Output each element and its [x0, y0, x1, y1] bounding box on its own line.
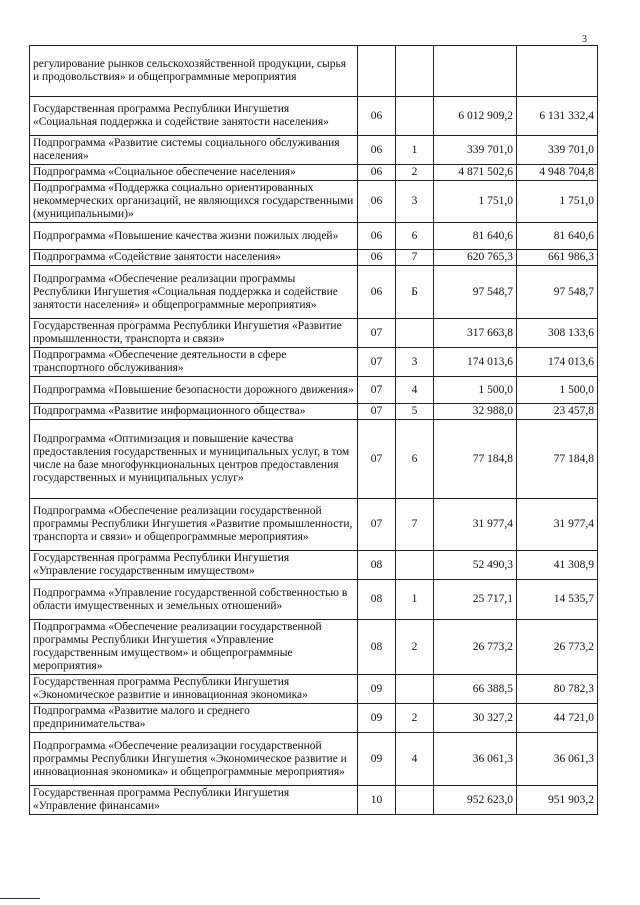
row-program-code-cell: 08 — [358, 620, 396, 675]
table-row — [30, 786, 598, 815]
row-name-cell: Подпрограмма «Управление государственной собственностью в области имущественных и земельных отношений» — [30, 580, 358, 620]
row-name-cell: Подпрограмма «Обеспечение реализации программы Республики Ингушетия «Социальная поддержка и содействие занятости населения» и общепрограммные мероприятия» — [30, 266, 358, 319]
table-row — [30, 266, 598, 319]
row-amount-1-cell: 31 977,4 — [434, 499, 517, 551]
row-subprogram-code-cell: 1 — [396, 136, 434, 165]
row-amount-2-cell: 339 701,0 — [517, 136, 598, 165]
row-name-cell: Подпрограмма «Обеспечение реализации государственной программы Республики Ингушетия «Управление государственным имуществом» и общепрограммные мероприятия» — [30, 620, 358, 675]
row-name-cell: Подпрограмма «Социальное обеспечение населения» — [30, 165, 358, 181]
row-program-code-cell: 06 — [358, 181, 396, 223]
row-subprogram-code-cell: 5 — [396, 404, 434, 420]
row-amount-1-cell: 4 871 502,6 — [434, 165, 517, 181]
row-amount-1-cell: 81 640,6 — [434, 223, 517, 250]
table-row — [30, 377, 598, 404]
row-amount-2-cell: 31 977,4 — [517, 499, 598, 551]
table-row — [30, 250, 598, 266]
row-name-cell: Государственная программа Республики Ингушетия «Экономическое развитие и инновационная экономика» — [30, 675, 358, 704]
row-name-cell: Государственная программа Республики Ингушетия «Развитие промышленности, транспорта и связи» — [30, 319, 358, 348]
page-number: 3 — [582, 34, 587, 45]
row-name-cell: Государственная программа Республики Ингушетия «Социальная поддержка и содействие занятости населения» — [30, 97, 358, 136]
row-name-cell: Подпрограмма «Оптимизация и повышение качества предоставления государственных и муниципальных услуг, в том числе на базе многофункциональных центров предоставления государственных и муниципальных услуг» — [30, 420, 358, 499]
row-program-code-cell: 10 — [358, 786, 396, 815]
row-name-cell: Подпрограмма «Обеспечение деятельности в сфере транспортного обслуживания» — [30, 348, 358, 377]
row-amount-2-cell: 41 308,9 — [517, 551, 598, 580]
row-name-cell: Государственная программа Республики Ингушетия «Управление государственным имуществом» — [30, 551, 358, 580]
row-program-code-cell: 08 — [358, 551, 396, 580]
row-amount-1-cell: 36 061,3 — [434, 733, 517, 786]
row-program-code-cell — [358, 46, 396, 97]
row-subprogram-code-cell: 6 — [396, 223, 434, 250]
row-subprogram-code-cell — [396, 319, 434, 348]
row-amount-2-cell: 36 061,3 — [517, 733, 598, 786]
row-subprogram-code-cell: 4 — [396, 377, 434, 404]
row-program-code-cell: 06 — [358, 223, 396, 250]
row-name-cell: регулирование рынков сельскохозяйственной продукции, сырья и продовольствия» и общепрограммные мероприятия — [30, 46, 358, 97]
table-row — [30, 223, 598, 250]
row-name-cell: Подпрограмма «Развитие информационного общества» — [30, 404, 358, 420]
row-amount-2-cell: 951 903,2 — [517, 786, 598, 815]
row-amount-2-cell: 23 457,8 — [517, 404, 598, 420]
row-amount-1-cell: 6 012 909,2 — [434, 97, 517, 136]
row-name-cell: Государственная программа Республики Ингушетия «Управление финансами» — [30, 786, 358, 815]
row-name-cell: Подпрограмма «Обеспечение реализации государственной программы Республики Ингушетия «Экономическое развитие и инновационная экономика» и общепрограммные мероприятия» — [30, 733, 358, 786]
row-program-code-cell: 09 — [358, 704, 396, 733]
row-amount-2-cell: 80 782,3 — [517, 675, 598, 704]
row-amount-1-cell: 32 988,0 — [434, 404, 517, 420]
row-amount-2-cell: 77 184,8 — [517, 420, 598, 499]
row-program-code-cell: 07 — [358, 348, 396, 377]
table-row — [30, 46, 598, 97]
row-amount-2-cell: 6 131 332,4 — [517, 97, 598, 136]
row-subprogram-code-cell — [396, 97, 434, 136]
row-amount-2-cell: 26 773,2 — [517, 620, 598, 675]
row-program-code-cell: 06 — [358, 250, 396, 266]
table-row — [30, 551, 598, 580]
row-subprogram-code-cell: 4 — [396, 733, 434, 786]
row-program-code-cell: 06 — [358, 97, 396, 136]
row-name-cell: Подпрограмма «Повышение безопасности дорожного движения» — [30, 377, 358, 404]
table-row — [30, 97, 598, 136]
row-amount-1-cell: 66 388,5 — [434, 675, 517, 704]
row-subprogram-code-cell: Б — [396, 266, 434, 319]
table-row — [30, 580, 598, 620]
row-subprogram-code-cell — [396, 46, 434, 97]
row-name-cell: Подпрограмма «Развитие системы социального обслуживания населения» — [30, 136, 358, 165]
row-amount-1-cell: 174 013,6 — [434, 348, 517, 377]
table-row — [30, 733, 598, 786]
row-amount-1-cell: 77 184,8 — [434, 420, 517, 499]
table-row — [30, 348, 598, 377]
row-subprogram-code-cell: 2 — [396, 165, 434, 181]
row-amount-1-cell: 339 701,0 — [434, 136, 517, 165]
row-program-code-cell: 06 — [358, 165, 396, 181]
table-row — [30, 420, 598, 499]
budget-table — [29, 45, 598, 815]
row-program-code-cell: 07 — [358, 499, 396, 551]
table-row — [30, 499, 598, 551]
row-subprogram-code-cell: 3 — [396, 181, 434, 223]
row-amount-1-cell — [434, 46, 517, 97]
row-subprogram-code-cell: 1 — [396, 580, 434, 620]
row-program-code-cell: 06 — [358, 136, 396, 165]
table-row — [30, 165, 598, 181]
row-amount-1-cell: 620 765,3 — [434, 250, 517, 266]
row-program-code-cell: 09 — [358, 675, 396, 704]
row-amount-2-cell: 661 986,3 — [517, 250, 598, 266]
row-name-cell: Подпрограмма «Поддержка социально ориентированных некоммерческих организаций, не являющихся государственными (муниципальными)» — [30, 181, 358, 223]
row-program-code-cell: 06 — [358, 266, 396, 319]
row-amount-1-cell: 30 327,2 — [434, 704, 517, 733]
table-row — [30, 319, 598, 348]
row-amount-2-cell: 308 133,6 — [517, 319, 598, 348]
row-name-cell: Подпрограмма «Содействие занятости населения» — [30, 250, 358, 266]
row-amount-1-cell: 25 717,1 — [434, 580, 517, 620]
row-subprogram-code-cell — [396, 675, 434, 704]
row-amount-2-cell: 44 721,0 — [517, 704, 598, 733]
row-name-cell: Подпрограмма «Развитие малого и среднего предпринимательства» — [30, 704, 358, 733]
row-name-cell: Подпрограмма «Повышение качества жизни пожилых людей» — [30, 223, 358, 250]
row-program-code-cell: 07 — [358, 420, 396, 499]
row-amount-1-cell: 952 623,0 — [434, 786, 517, 815]
row-amount-2-cell: 81 640,6 — [517, 223, 598, 250]
row-amount-2-cell: 174 013,6 — [517, 348, 598, 377]
row-program-code-cell: 07 — [358, 404, 396, 420]
row-program-code-cell: 08 — [358, 580, 396, 620]
row-amount-1-cell: 97 548,7 — [434, 266, 517, 319]
row-amount-2-cell: 97 548,7 — [517, 266, 598, 319]
row-subprogram-code-cell: 6 — [396, 420, 434, 499]
row-program-code-cell: 09 — [358, 733, 396, 786]
table-row — [30, 675, 598, 704]
row-amount-2-cell: 1 500,0 — [517, 377, 598, 404]
table-row — [30, 620, 598, 675]
row-amount-1-cell: 1 751,0 — [434, 181, 517, 223]
table-row — [30, 404, 598, 420]
row-amount-2-cell: 1 751,0 — [517, 181, 598, 223]
row-amount-2-cell — [517, 46, 598, 97]
row-subprogram-code-cell: 7 — [396, 499, 434, 551]
row-subprogram-code-cell — [396, 786, 434, 815]
row-subprogram-code-cell: 2 — [396, 704, 434, 733]
row-subprogram-code-cell: 2 — [396, 620, 434, 675]
row-program-code-cell: 07 — [358, 377, 396, 404]
row-subprogram-code-cell: 7 — [396, 250, 434, 266]
footer-rule — [0, 898, 40, 899]
budget-table-body — [30, 46, 598, 815]
row-amount-1-cell: 317 663,8 — [434, 319, 517, 348]
row-subprogram-code-cell — [396, 551, 434, 580]
row-name-cell: Подпрограмма «Обеспечение реализации государственной программы Республики Ингушетия «Развитие промышленности, транспорта и связи» и общепрограммные мероприятия» — [30, 499, 358, 551]
row-subprogram-code-cell: 3 — [396, 348, 434, 377]
table-row — [30, 181, 598, 223]
table-row — [30, 704, 598, 733]
table-row — [30, 136, 598, 165]
row-amount-1-cell: 52 490,3 — [434, 551, 517, 580]
row-program-code-cell: 07 — [358, 319, 396, 348]
row-amount-2-cell: 4 948 704,8 — [517, 165, 598, 181]
row-amount-1-cell: 1 500,0 — [434, 377, 517, 404]
row-amount-1-cell: 26 773,2 — [434, 620, 517, 675]
row-amount-2-cell: 14 535,7 — [517, 580, 598, 620]
